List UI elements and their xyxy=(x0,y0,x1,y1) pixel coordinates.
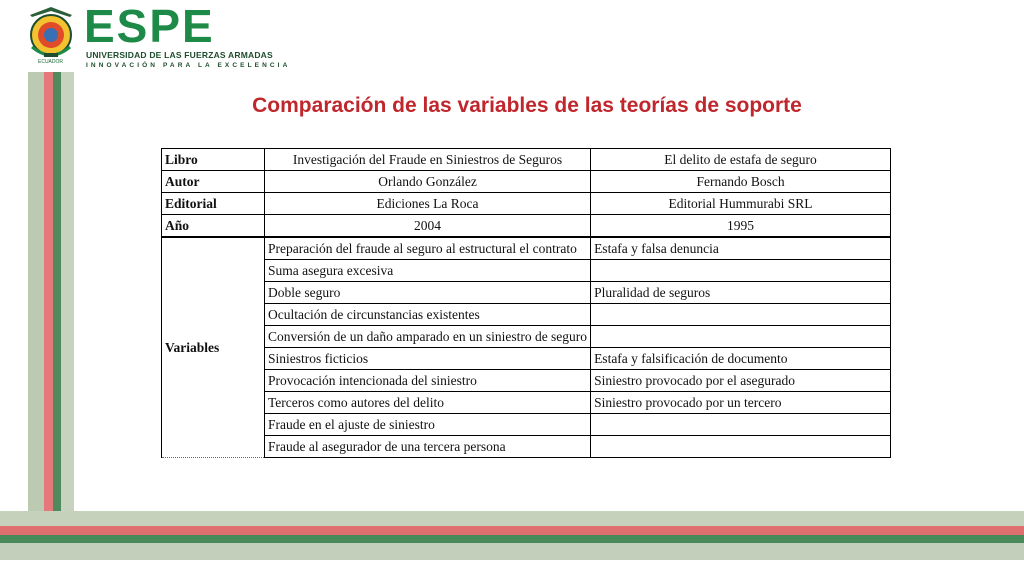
variable-b-cell xyxy=(591,260,891,282)
year-b-cell: 1995 xyxy=(591,215,891,238)
publisher-a-cell: Ediciones La Roca xyxy=(265,193,591,215)
variable-a-cell: Fraude en el ajuste de siniestro xyxy=(265,414,591,436)
variable-b-cell xyxy=(591,414,891,436)
table-row xyxy=(162,326,891,348)
variable-a-cell: Ocultación de circunstancias existentes xyxy=(265,304,591,326)
variable-b-cell xyxy=(591,326,891,348)
variable-a-cell: Siniestros ficticios xyxy=(265,348,591,370)
variable-a-cell: Preparación del fraude al seguro al estructural el contrato xyxy=(265,237,591,260)
variable-b-cell xyxy=(591,304,891,326)
table-row xyxy=(162,348,891,370)
brand-subtitle: UNIVERSIDAD DE LAS FUERZAS ARMADAS xyxy=(86,50,273,60)
table-row xyxy=(162,282,891,304)
row-label: Año xyxy=(162,215,265,238)
variable-b-cell: Pluralidad de seguros xyxy=(591,282,891,304)
left-stripe-sage-2 xyxy=(61,72,74,572)
table-row xyxy=(162,304,891,326)
bottom-stripe-green xyxy=(0,535,1024,543)
row-label: Autor xyxy=(162,171,265,193)
variable-b-cell: Siniestro provocado por un tercero xyxy=(591,392,891,414)
author-b-cell: Fernando Bosch xyxy=(591,171,891,193)
brand-tagline: INNOVACIÓN PARA LA EXCELENCIA xyxy=(86,62,291,69)
brand-name: ESPE xyxy=(84,0,215,52)
table-row-autor xyxy=(162,171,891,193)
table-row-libro xyxy=(162,149,891,171)
bottom-stripe-sage-2 xyxy=(0,543,1024,560)
espe-logo xyxy=(22,0,291,71)
row-label: Editorial xyxy=(162,193,265,215)
table-row xyxy=(162,436,891,458)
variable-a-cell: Conversión de un daño amparado en un siniestro de seguro xyxy=(265,326,591,348)
publisher-b-cell: Editorial Hummurabi SRL xyxy=(591,193,891,215)
left-stripe-red xyxy=(44,72,53,572)
book-b-cell: El delito de estafa de seguro xyxy=(591,149,891,171)
page-title: Comparación de las variables de las teorías de soporte xyxy=(252,94,802,117)
bottom-stripe-white xyxy=(0,560,1024,576)
variable-a-cell: Terceros como autores del delito xyxy=(265,392,591,414)
table-row xyxy=(162,392,891,414)
comparison-table xyxy=(161,148,891,458)
row-label: Libro xyxy=(162,149,265,171)
bottom-stripe-sage xyxy=(0,511,1024,526)
crest-caption: ECUADOR xyxy=(38,59,64,65)
table-row xyxy=(162,260,891,282)
variable-a-cell: Provocación intencionada del siniestro xyxy=(265,370,591,392)
table-row xyxy=(162,370,891,392)
left-stripe-green xyxy=(53,72,61,572)
table-row-anio xyxy=(162,215,891,238)
table-row xyxy=(162,414,891,436)
book-a-cell: Investigación del Fraude en Siniestros de Seguros xyxy=(265,149,591,171)
bottom-stripe-red xyxy=(0,526,1024,535)
variable-b-cell: Estafa y falsificación de documento xyxy=(591,348,891,370)
table-row-editorial xyxy=(162,193,891,215)
variable-b-cell: Siniestro provocado por el asegurado xyxy=(591,370,891,392)
variable-a-cell: Doble seguro xyxy=(265,282,591,304)
author-a-cell: Orlando González xyxy=(265,171,591,193)
year-a-cell: 2004 xyxy=(265,215,591,238)
variable-a-cell: Suma asegura excesiva xyxy=(265,260,591,282)
left-stripe-sage xyxy=(28,72,44,572)
table-row xyxy=(162,237,891,260)
variable-b-cell xyxy=(591,436,891,458)
variables-label: Variables xyxy=(162,237,265,458)
variable-a-cell: Fraude al asegurador de una tercera persona xyxy=(265,436,591,458)
variable-b-cell: Estafa y falsa denuncia xyxy=(591,237,891,260)
